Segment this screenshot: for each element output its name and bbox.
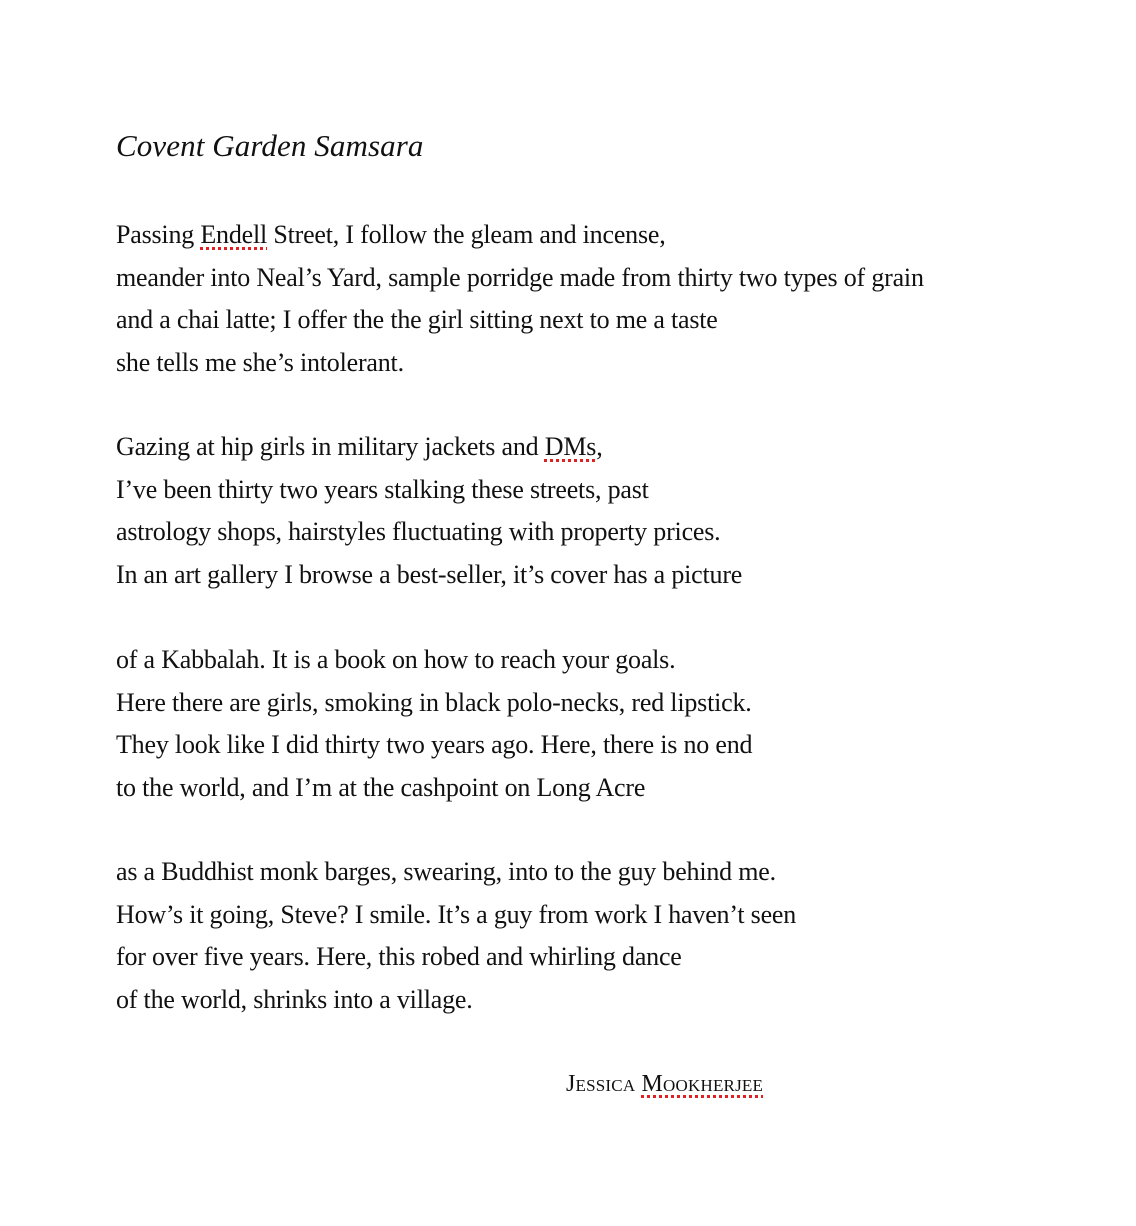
line-text: , <box>596 432 603 461</box>
poem-line: and a chai latte; I offer the the girl sitting next to me a taste <box>116 305 718 334</box>
poem-line: Here there are girls, smoking in black polo-necks, red lipstick. <box>116 687 752 717</box>
poem-line <box>116 214 924 257</box>
poem-line: to the world, and I’m at the cashpoint on Long Acre <box>116 772 646 802</box>
poem-title: Covent Garden Samsara <box>116 128 424 163</box>
poem-line: They look like I did thirty two years ago. Here, there is no end <box>116 730 753 759</box>
spellcheck-flagged-word[interactable]: Mookherjee <box>641 1071 764 1097</box>
stanza-3 <box>116 639 752 809</box>
poem-line: for over five years. Here, this robed and whirling dance <box>116 942 682 971</box>
poem-line: In an art gallery I browse a best-seller, it’s cover has a picture <box>116 559 743 589</box>
poem-line: meander into Neal’s Yard, sample porridge made from thirty two types of grain <box>116 262 924 292</box>
poem-line <box>116 426 742 469</box>
poem-line: as a Buddhist monk barges, swearing, into to the guy behind me. <box>116 857 776 886</box>
author-first-name: Jessica <box>566 1071 636 1097</box>
poem-line: of a Kabbalah. It is a book on how to reach your goals. <box>116 645 676 674</box>
poem-line: I’ve been thirty two years stalking these streets, past <box>116 474 649 504</box>
poem-line: How’s it going, Steve? I smile. It’s a guy from work I haven’t seen <box>116 899 797 929</box>
line-text: Gazing at hip girls in military jackets and <box>116 432 545 461</box>
poem-line: of the world, shrinks into a village. <box>116 984 473 1014</box>
poem-line: astrology shops, hairstyles fluctuating with property prices. <box>116 517 721 546</box>
line-text: Street, I follow the gleam and incense, <box>267 220 666 249</box>
stanza-1 <box>116 214 924 384</box>
poem-author <box>566 1066 763 1102</box>
poem-line: she tells me she’s intolerant. <box>116 347 404 377</box>
spellcheck-flagged-word[interactable]: DMs <box>544 432 597 461</box>
line-text: Passing <box>116 220 201 249</box>
spellcheck-flagged-word[interactable]: Endell <box>200 220 268 249</box>
stanza-4 <box>116 851 796 1021</box>
stanza-2 <box>116 426 742 596</box>
